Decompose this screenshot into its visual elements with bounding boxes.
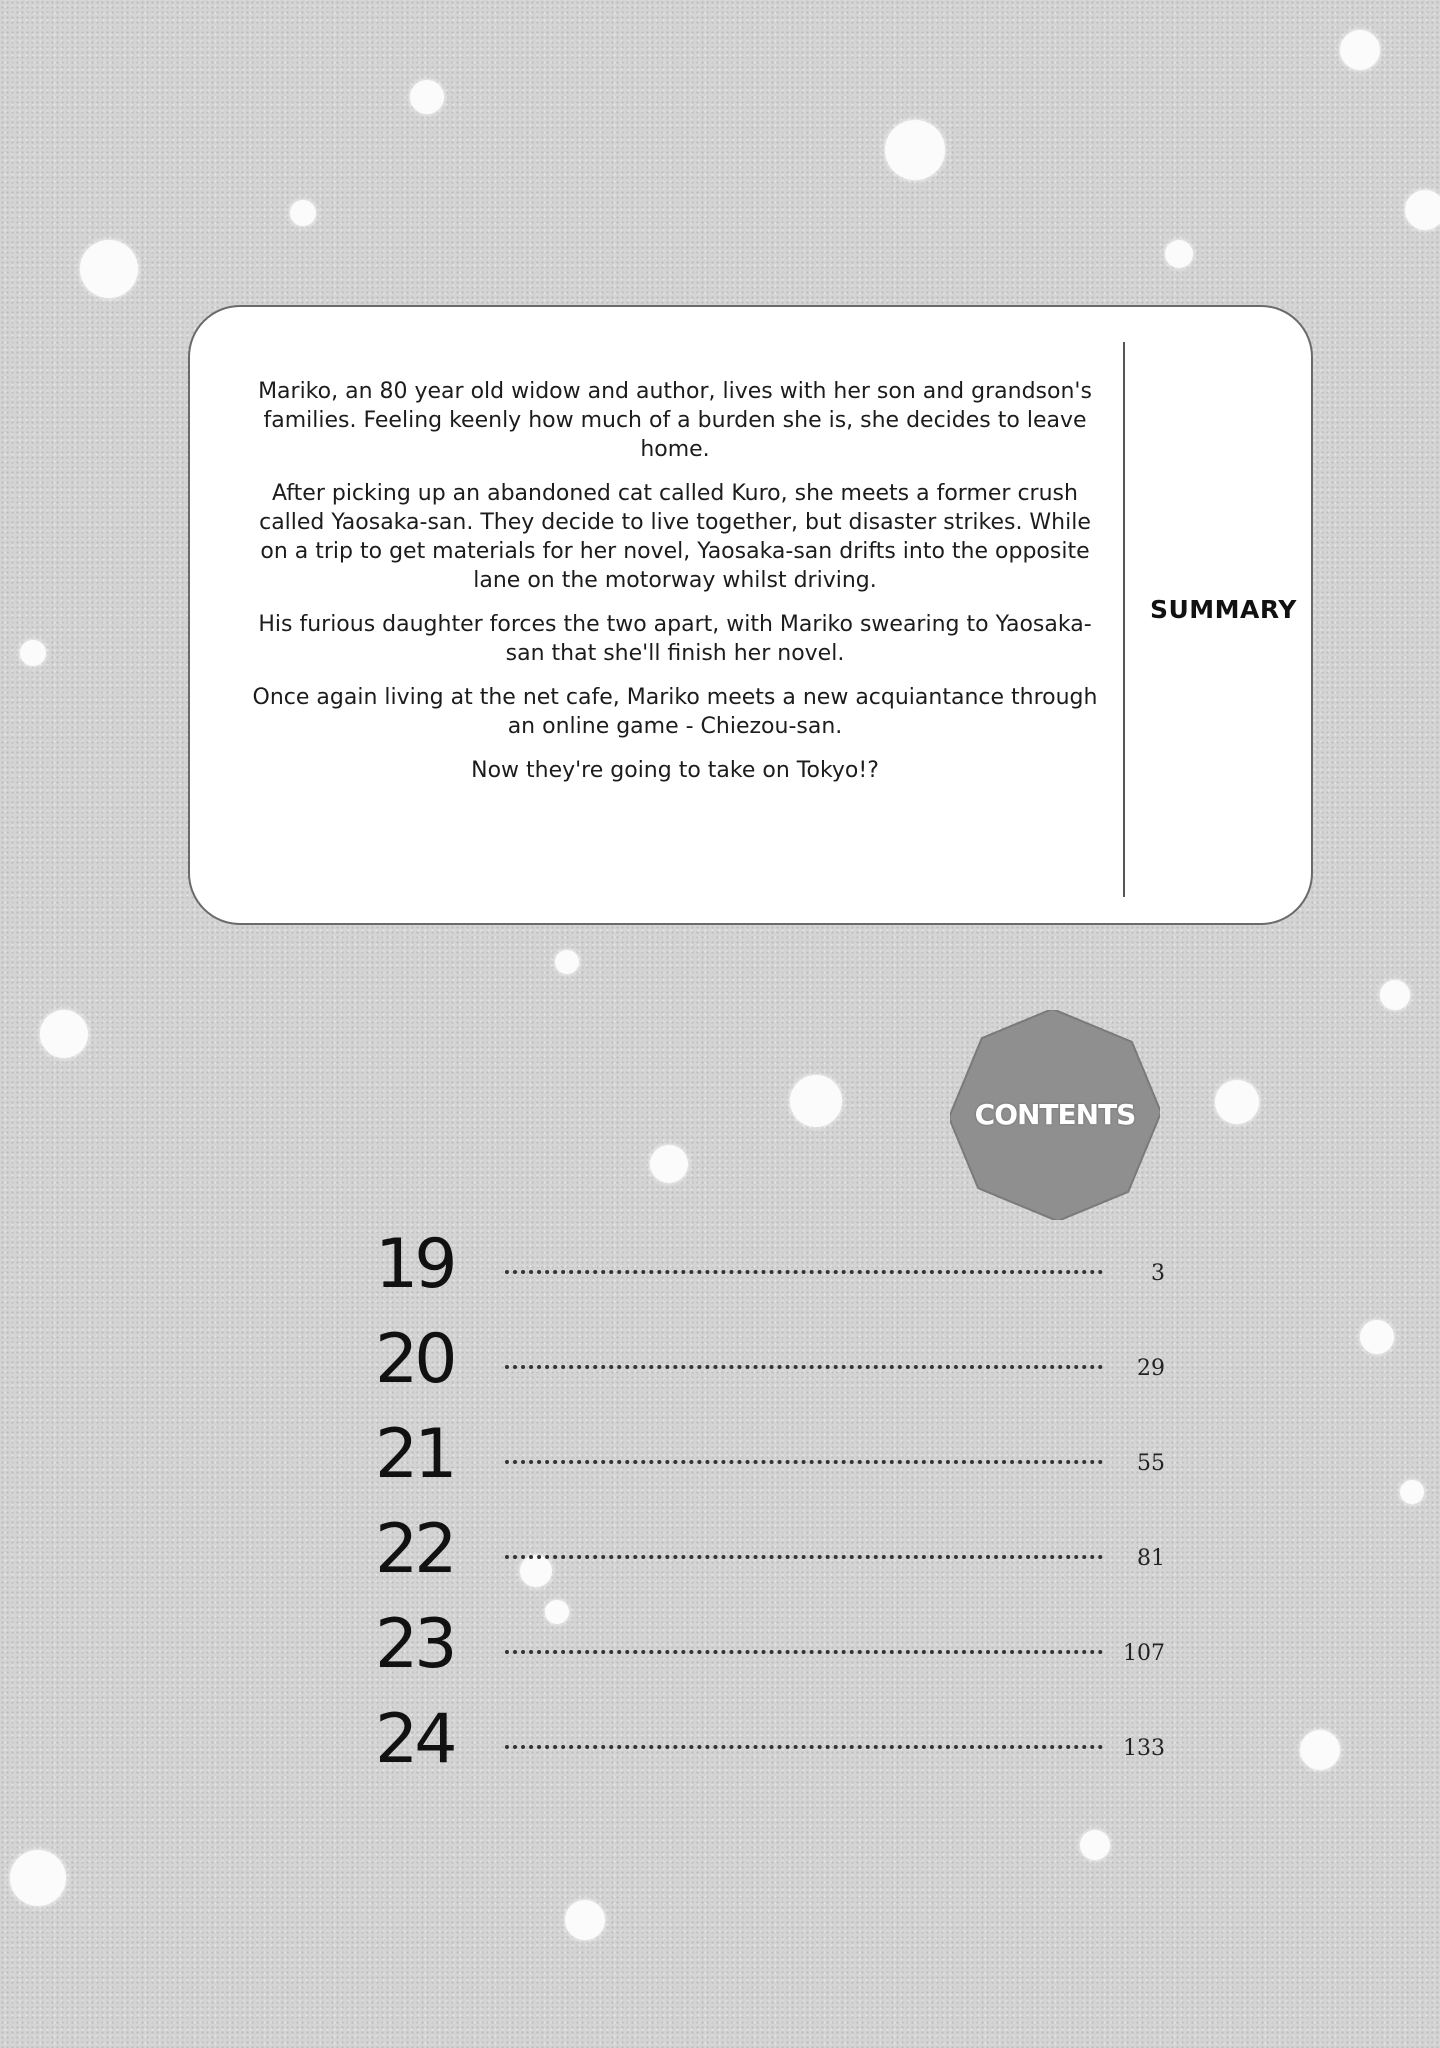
contents-badge [950,1010,1160,1220]
toc-dot-leader [505,1270,1103,1274]
toc-page-number: 133 [1123,1736,1165,1761]
toc-row[interactable] [375,1510,1165,1590]
snow-dot [555,950,579,974]
summary-card [188,305,1313,925]
snow-dot [565,1900,605,1940]
toc-chapter-number: 21 [375,1415,454,1494]
toc-row[interactable] [375,1700,1165,1780]
summary-paragraph: Now they're going to take on Tokyo!? [471,758,879,783]
toc-row[interactable] [375,1225,1165,1305]
snow-dot [410,80,444,114]
toc-chapter-number: 24 [375,1700,454,1779]
toc-page-number: 81 [1137,1546,1165,1571]
toc-chapter-number: 22 [375,1510,454,1589]
toc-chapter-number: 20 [375,1320,454,1399]
toc-chapter-number: 19 [375,1225,454,1304]
snow-dot [650,1145,688,1183]
snow-dot [885,120,945,180]
snow-dot [1300,1730,1340,1770]
toc-dot-leader [505,1365,1103,1369]
snow-dot [20,640,46,666]
summary-paragraph: Mariko, an 80 year old widow and author, lives with her son and grandson's families. Feeling keenly how much of a burden she is, she decides to leave home. [258,379,1092,462]
toc-dot-leader [505,1745,1103,1749]
snow-dot [290,200,316,226]
snow-dot [1400,1480,1424,1504]
snow-dot [1080,1830,1110,1860]
toc-chapter-number: 23 [375,1605,454,1684]
snow-dot [1360,1320,1394,1354]
toc-row[interactable] [375,1320,1165,1400]
toc-dot-leader [505,1555,1103,1559]
summary-title: SUMMARY [1150,595,1297,624]
contents-title: CONTENTS [974,1098,1136,1131]
snow-dot [1340,30,1380,70]
summary-text [250,377,1100,800]
snow-dot [40,1010,88,1058]
snow-dot [10,1850,66,1906]
summary-paragraph: His furious daughter forces the two apart, with Mariko swearing to Yaosaka-san that she'll finish her novel. [258,612,1092,666]
toc-row[interactable] [375,1415,1165,1495]
summary-divider [1123,342,1125,897]
snow-dot [80,240,138,298]
summary-paragraph: Once again living at the net cafe, Mariko meets a new acquiantance through an online game - Chiezou-san. [252,685,1098,739]
toc-row[interactable] [375,1605,1165,1685]
toc-dot-leader [505,1460,1103,1464]
toc-page-number: 55 [1137,1451,1165,1476]
snow-dot [1405,190,1440,230]
toc-dot-leader [505,1650,1103,1654]
toc-page-number: 3 [1151,1261,1165,1286]
toc-page-number: 29 [1137,1356,1165,1381]
toc-page-number: 107 [1123,1641,1165,1666]
snow-dot [1165,240,1193,268]
snow-dot [1380,980,1410,1010]
summary-paragraph: After picking up an abandoned cat called Kuro, she meets a former crush called Yaosaka-san. They decide to live together, but disaster strikes. While on a trip to get materials for her novel, Yaosaka-san drifts into the opposite lane on the motorway whilst driving. [259,481,1091,593]
snow-dot [1215,1080,1259,1124]
snow-dot [790,1075,842,1127]
